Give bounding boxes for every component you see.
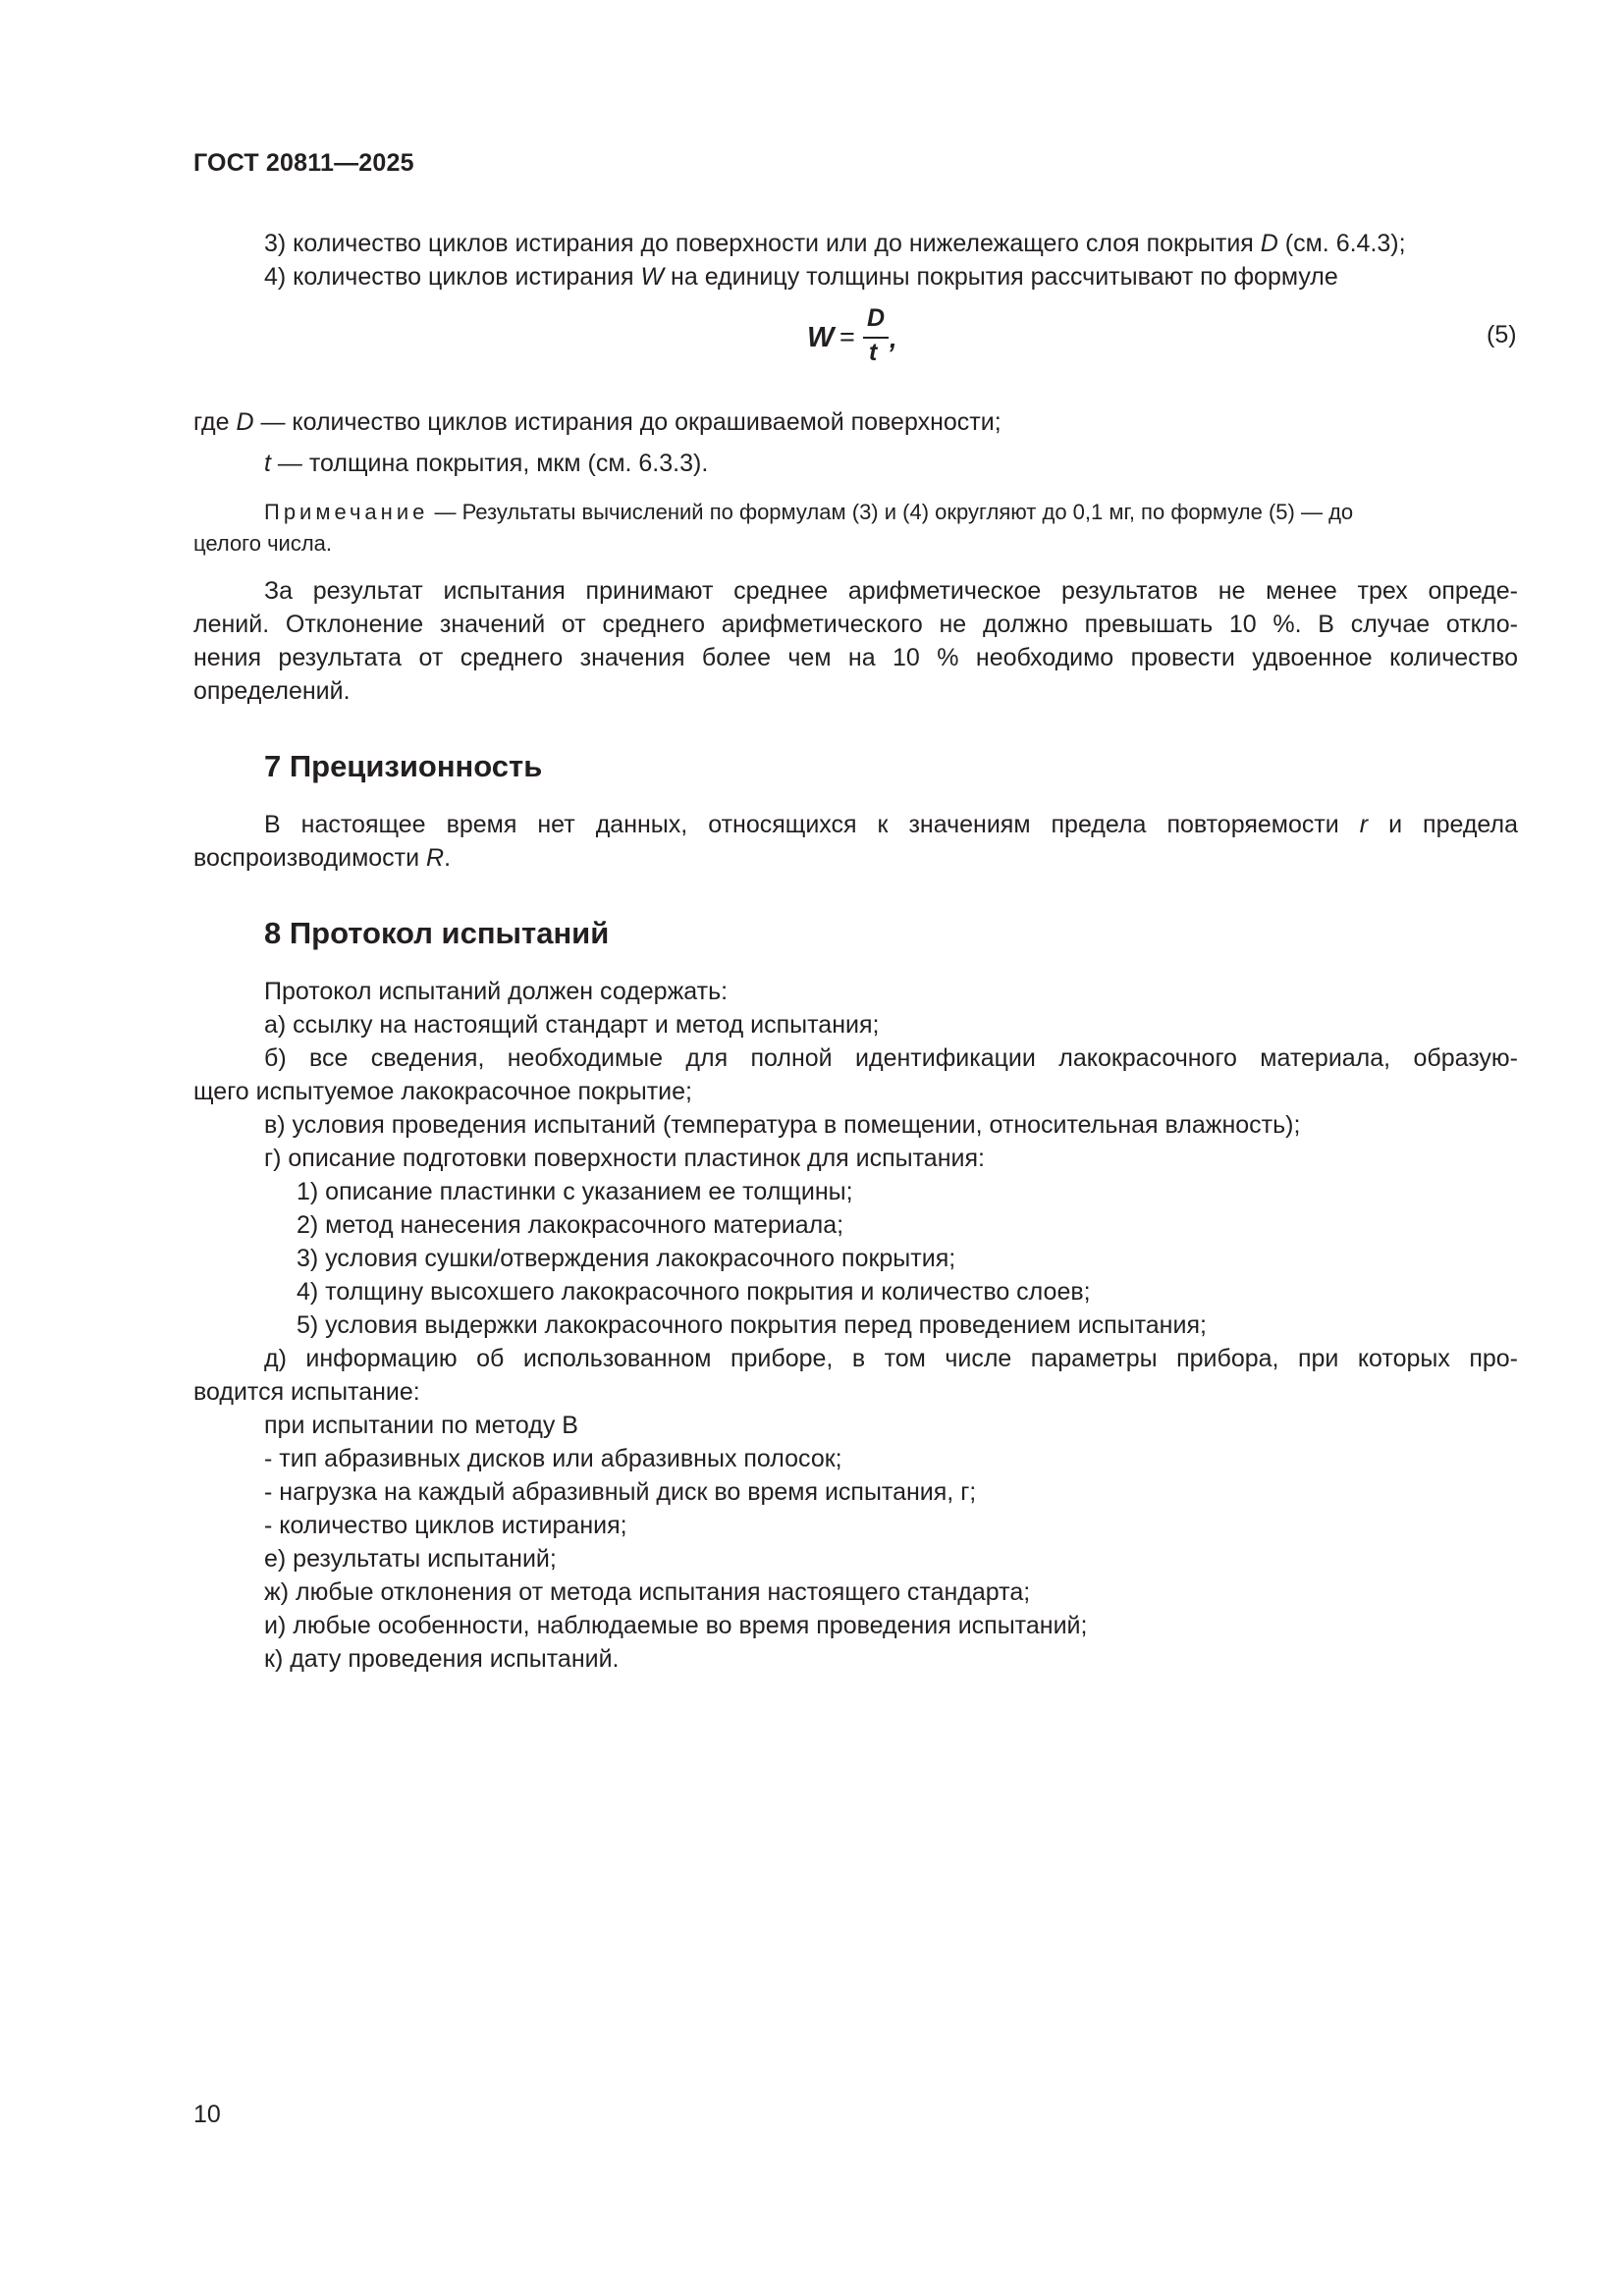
where-line-d: где D — количество циклов истирания до окрашиваемой поверхности; <box>193 408 1001 436</box>
page-number: 10 <box>193 2101 221 2128</box>
dash-item-2: - нагрузка на каждый абразивный диск во время испытания, г; <box>264 1478 977 1506</box>
list-item-3: 3) количество циклов истирания до поверхности или до нижележащего слоя покрытия D (см. 6.4.3); <box>264 230 1406 257</box>
dash-item-3: - количество циклов истирания; <box>264 1512 627 1539</box>
section-7-line-2: воспроизводимости R. <box>193 844 452 872</box>
list-item-e: е) результаты испытаний; <box>264 1545 557 1573</box>
formula-numerator: D <box>867 304 886 332</box>
formula-comma: , <box>890 324 897 353</box>
where-line-t: t — толщина покрытия, мкм (см. 6.3.3). <box>264 450 709 477</box>
section-8-title: 8 Протокол испытаний <box>264 916 610 950</box>
formula-denominator: t <box>869 339 878 366</box>
sub-item-3: 3) условия сушки/отверждения лакокрасочного покрытия; <box>297 1245 956 1272</box>
result-para-line-1: За результат испытания принимают среднее арифметическое результатов не менее трех опреде- <box>264 577 1518 605</box>
list-item-b-line-1: б) все сведения, необходимые для полной идентификации лакокрасочного материала, образую- <box>264 1044 1518 1072</box>
sub-item-1: 1) описание пластинки с указанием ее толщины; <box>297 1178 853 1205</box>
list-item-g: г) описание подготовки поверхности пластинок для испытания: <box>264 1145 985 1172</box>
list-item-v: в) условия проведения испытаний (температура в помещении, относительная влажность); <box>264 1111 1301 1139</box>
list-item-b-line-2: щего испытуемое лакокрасочное покрытие; <box>193 1078 692 1105</box>
list-item-d-line-2: водится испытание: <box>193 1378 420 1406</box>
section-8-intro: Протокол испытаний должен содержать: <box>264 978 729 1005</box>
list-item-4: 4) количество циклов истирания W на единицу толщины покрытия рассчитывают по формуле <box>264 263 1338 291</box>
list-item-k: к) дату проведения испытаний. <box>264 1645 620 1673</box>
sub-item-2: 2) метод нанесения лакокрасочного материала; <box>297 1211 844 1239</box>
formula-equals: = <box>839 322 855 351</box>
list-item-a: а) ссылку на настоящий стандарт и метод испытания; <box>264 1011 880 1039</box>
note-line-1: Примечание — Результаты вычислений по формулам (3) и (4) округляют до 0,1 мг, по формуле (5) — до <box>264 500 1354 524</box>
result-para-line-4: определений. <box>193 677 351 705</box>
method-b-line: при испытании по методу В <box>264 1412 578 1439</box>
document-header: ГОСТ 20811—2025 <box>193 149 414 177</box>
formula-lhs: W <box>807 322 835 353</box>
note-line-2: целого числа. <box>193 531 333 556</box>
list-item-zh: ж) любые отклонения от метода испытания настоящего стандарта; <box>264 1578 1031 1606</box>
result-para-line-2: лений. Отклонение значений от среднего арифметического не должно превышать 10 %. В случае откло- <box>193 611 1518 638</box>
section-7-title: 7 Прецизионность <box>264 749 543 783</box>
note-label: Примечание <box>264 500 429 524</box>
result-para-line-3: нения результата от среднего значения более чем на 10 % необходимо провести удвоенное количество <box>193 644 1518 671</box>
list-item-i: и) любые особенности, наблюдаемые во время проведения испытаний; <box>264 1612 1088 1639</box>
dash-item-1: - тип абразивных дисков или абразивных полосок; <box>264 1445 842 1472</box>
formula-5 <box>807 304 905 373</box>
list-item-d-line-1: д) информацию об использованном приборе, в том числе параметры прибора, при которых про- <box>264 1345 1518 1372</box>
equation-number: (5) <box>1487 321 1517 348</box>
section-7-line-1: В настоящее время нет данных, относящихся к значениям предела повторяемости r и предела <box>264 811 1518 838</box>
sub-item-5: 5) условия выдержки лакокрасочного покрытия перед проведением испытания; <box>297 1311 1207 1339</box>
sub-item-4: 4) толщину высохшего лакокрасочного покрытия и количество слоев; <box>297 1278 1091 1306</box>
